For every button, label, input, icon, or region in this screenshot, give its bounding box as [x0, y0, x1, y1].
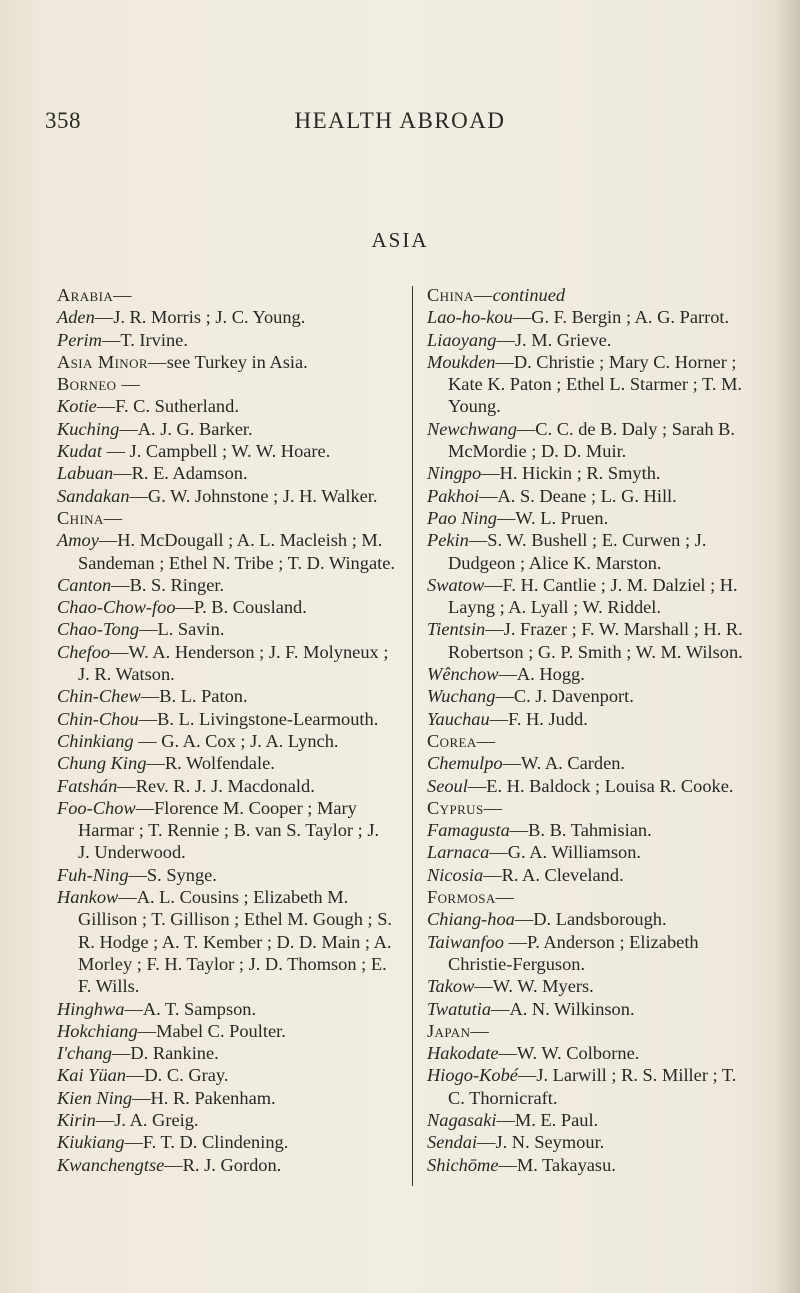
- practitioner-names: —D. C. Gray.: [125, 1065, 229, 1086]
- region-name: Japan—: [427, 1020, 490, 1041]
- practitioner-names: —C. C. de B. Daly ; Sarah B. McMordie ; D. D. Muir.: [448, 418, 736, 462]
- place-entry: [57, 730, 395, 752]
- place-name: Chung King: [57, 753, 147, 774]
- region-name: Formosa—: [427, 887, 515, 908]
- practitioner-names: — J. Campbell ; W. W. Hoare.: [101, 441, 331, 462]
- practitioner-names: —C. J. Davenport.: [495, 686, 634, 707]
- page-number: 358: [45, 108, 81, 133]
- place-entry: [427, 1064, 757, 1109]
- place-entry: [427, 618, 757, 663]
- practitioner-names: —A. Hogg.: [498, 664, 585, 685]
- place-entry: [427, 485, 757, 507]
- place-name: Pekin: [427, 530, 469, 551]
- place-name: Sandakan: [57, 485, 130, 506]
- place-name: Taiwanfoo: [427, 931, 505, 952]
- practitioner-names: —J. N. Seymour.: [477, 1132, 605, 1153]
- place-name: Liaoyang: [427, 329, 497, 350]
- practitioner-names: —P. Anderson ; Elizabeth Christie-Ferguson.: [448, 931, 699, 974]
- region-heading: [427, 284, 757, 306]
- place-entry: [57, 618, 395, 640]
- place-entry: [427, 1042, 757, 1064]
- practitioner-names: —B. L. Paton.: [140, 686, 248, 707]
- place-entry: [57, 306, 395, 328]
- place-name: Pao Ning: [427, 507, 497, 528]
- region-heading: [427, 797, 757, 819]
- region-heading: [57, 373, 395, 395]
- region-name: China—: [57, 507, 123, 528]
- place-entry: [57, 418, 395, 440]
- place-entry: [57, 1131, 395, 1153]
- practitioner-names: —B. B. Tahmisian.: [509, 820, 652, 841]
- place-entry: [57, 440, 395, 462]
- section-title: ASIA: [371, 228, 429, 252]
- place-entry: [427, 998, 757, 1020]
- place-name: Chemulpo: [427, 753, 503, 774]
- place-entry: [427, 1154, 757, 1176]
- place-entry: [57, 641, 395, 686]
- page-header: [0, 108, 800, 138]
- practitioner-names: —R. Wolfendale.: [146, 753, 275, 774]
- practitioner-names: —D. Rankine.: [112, 1043, 219, 1064]
- place-name: Chiang-hoa: [427, 909, 515, 930]
- place-name: Kuching: [57, 418, 120, 439]
- place-name: Kiukiang: [57, 1132, 125, 1153]
- place-entry: [427, 351, 757, 418]
- place-name: Chao-Tong: [57, 619, 140, 640]
- place-entry: [427, 306, 757, 328]
- place-entry: [57, 1042, 395, 1064]
- place-entry: [57, 1064, 395, 1086]
- place-entry: [57, 529, 395, 574]
- place-entry: [427, 775, 757, 797]
- place-name: Larnaca: [427, 842, 490, 863]
- place-entry: [427, 908, 757, 930]
- practitioner-names: —W. A. Henderson ; J. F. Molyneux ; J. R. Watson.: [78, 641, 389, 685]
- practitioner-names: —Mabel C. Poulter.: [137, 1020, 286, 1041]
- region-name: Corea—: [427, 730, 496, 751]
- practitioner-names: —W. L. Pruen.: [497, 507, 609, 528]
- place-name: Fuh-Ning: [57, 864, 129, 885]
- place-name: Pakhoi: [427, 485, 480, 506]
- practitioner-names: —A. S. Deane ; L. G. Hill.: [479, 485, 677, 506]
- column-divider: [412, 286, 413, 1186]
- place-name: I'chang: [57, 1043, 113, 1064]
- place-name: Kudat: [57, 441, 102, 462]
- place-entry: [427, 462, 757, 484]
- practitioner-names: —J. A. Greig.: [95, 1109, 199, 1130]
- region-heading: [427, 1020, 757, 1042]
- running-head: HEALTH ABROAD: [294, 108, 506, 133]
- place-entry: [427, 841, 757, 863]
- place-name: Perim: [57, 329, 102, 350]
- practitioner-names: —G. A. Williamson.: [489, 842, 642, 863]
- practitioner-names: —L. Savin.: [139, 619, 225, 640]
- place-name: Seoul: [427, 775, 468, 796]
- practitioner-names: —G. W. Johnstone ; J. H. Walker.: [129, 485, 378, 506]
- practitioner-names: —M. Takayasu.: [498, 1154, 616, 1175]
- place-name: Aden: [57, 307, 95, 328]
- practitioner-names: —E. H. Baldock ; Louisa R. Cooke.: [467, 775, 734, 796]
- place-entry: [427, 975, 757, 997]
- practitioner-names: —W. W. Colborne.: [498, 1043, 640, 1064]
- region-heading: [57, 507, 395, 529]
- place-name: Foo-Chow: [57, 797, 136, 818]
- place-name: Hankow: [57, 887, 119, 908]
- page-edge-shadow: [774, 0, 800, 1293]
- place-entry: [57, 596, 395, 618]
- place-name: Tientsin: [427, 619, 486, 640]
- place-entry: [57, 462, 395, 484]
- place-name: Wuchang: [427, 686, 496, 707]
- place-name: Nicosia: [427, 864, 484, 885]
- place-entry: [57, 485, 395, 507]
- region-heading: [57, 284, 395, 306]
- place-name: Chefoo: [57, 641, 111, 662]
- place-entry: [427, 1131, 757, 1153]
- place-entry: [427, 329, 757, 351]
- place-name: Kotie: [57, 396, 97, 417]
- place-entry: [57, 998, 395, 1020]
- place-entry: [57, 1154, 395, 1176]
- practitioner-names: —S. W. Bushell ; E. Curwen ; J. Dudgeon ; Alice K. Marston.: [448, 530, 707, 573]
- cross-reference: see Turkey in Asia.: [166, 351, 308, 372]
- place-entry: [57, 775, 395, 797]
- region-name: Asia Minor—: [57, 351, 167, 372]
- practitioner-names: —D. Christie ; Mary C. Horner ; Kate K. Paton ; Ethel L. Starmer ; T. M. Young.: [448, 351, 743, 417]
- practitioner-names: —B. L. Livingstone-Learmouth.: [138, 708, 379, 729]
- place-name: Moukden: [427, 351, 496, 372]
- place-entry: [427, 663, 757, 685]
- place-name: Hokchiang: [57, 1020, 138, 1041]
- practitioner-names: —R. E. Adamson.: [113, 463, 248, 484]
- place-entry: [57, 1087, 395, 1109]
- place-name: Hakodate: [427, 1043, 499, 1064]
- practitioner-names: —G. F. Bergin ; A. G. Parrot.: [512, 307, 730, 328]
- practitioner-names: —Rev. R. J. J. Macdonald.: [117, 775, 315, 796]
- place-name: Famagusta: [427, 820, 510, 841]
- continued-label: continued: [492, 285, 566, 305]
- place-name: Lao-ho-kou: [427, 307, 513, 328]
- practitioner-names: —D. Landsborough.: [514, 909, 667, 930]
- region-heading: [57, 351, 395, 373]
- place-name: Kien Ning: [57, 1087, 133, 1108]
- place-entry: [427, 574, 757, 619]
- practitioner-names: —B. S. Ringer.: [111, 574, 225, 595]
- practitioner-names: —W. W. Myers.: [474, 976, 594, 997]
- practitioner-names: —A. L. Cousins ; Elizabeth M. Gillison ; T. Gillison ; Ethel M. Gough ; S. R. Hodge ; A. T. Kember ; D. D. Main ; A. Morley ; F. H. Taylor ; J. D. Thomson ; E. F. Wills.: [78, 887, 393, 997]
- place-name: Chinkiang: [57, 730, 134, 751]
- practitioner-names: —M. E. Paul.: [496, 1109, 599, 1130]
- place-entry: [57, 329, 395, 351]
- region-heading: [427, 730, 757, 752]
- practitioner-names: —R. J. Gordon.: [164, 1154, 282, 1175]
- place-name: Hinghwa: [57, 998, 125, 1019]
- right-column: [427, 284, 757, 1176]
- place-name: Amoy: [57, 530, 99, 551]
- region-heading: [427, 886, 757, 908]
- place-entry: [427, 418, 757, 463]
- practitioner-names: —F. H. Judd.: [489, 708, 588, 729]
- place-name: Twatutia: [427, 998, 492, 1019]
- practitioner-names: —J. Larwill ; R. S. Miller ; T. C. Thornicraft.: [448, 1065, 737, 1108]
- practitioner-names: —A. T. Sampson.: [124, 998, 257, 1019]
- place-entry: [427, 708, 757, 730]
- place-name: Labuan: [57, 463, 114, 484]
- place-name: Ningpo: [427, 463, 482, 484]
- region-name: Arabia—: [57, 285, 132, 305]
- practitioner-names: —J. M. Grieve.: [496, 329, 612, 350]
- practitioner-names: —H. McDougall ; A. L. Macleish ; M. Sandeman ; Ethel N. Tribe ; T. D. Wingate.: [78, 530, 395, 573]
- place-name: Shichōme: [427, 1154, 499, 1175]
- place-name: Takow: [427, 976, 475, 997]
- place-entry: [57, 752, 395, 774]
- place-name: Chin-Chew: [57, 686, 141, 707]
- place-entry: [427, 752, 757, 774]
- place-name: Hiogo-Kobé: [427, 1065, 518, 1086]
- practitioner-names: —P. B. Cousland.: [175, 597, 307, 618]
- place-name: Yauchau: [427, 708, 490, 729]
- place-entry: [427, 685, 757, 707]
- place-name: Nagasaki: [427, 1109, 497, 1130]
- place-entry: [57, 708, 395, 730]
- practitioner-names: —A. J. G. Barker.: [119, 418, 253, 439]
- place-entry: [57, 395, 395, 417]
- place-name: Kai Yüan: [57, 1065, 126, 1086]
- place-name: Sendai: [427, 1132, 478, 1153]
- place-name: Chao-Chow-foo: [57, 597, 176, 618]
- place-entry: [57, 574, 395, 596]
- practitioner-names: —J. Frazer ; F. W. Marshall ; H. R. Robertson ; G. P. Smith ; W. M. Wilson.: [448, 619, 743, 662]
- left-column: [57, 284, 395, 1176]
- practitioner-names: —J. R. Morris ; J. C. Young.: [94, 307, 306, 328]
- practitioner-names: —R. A. Cleveland.: [483, 864, 624, 885]
- practitioner-names: —T. Irvine.: [101, 329, 188, 350]
- place-entry: [57, 1109, 395, 1131]
- practitioner-names: — G. A. Cox ; J. A. Lynch.: [133, 730, 339, 751]
- place-name: Kirin: [57, 1109, 96, 1130]
- practitioner-names: —F. C. Sutherland.: [96, 396, 239, 417]
- place-name: Newchwang: [427, 418, 517, 439]
- practitioner-names: —F. T. D. Clindening.: [124, 1132, 289, 1153]
- practitioner-names: —Florence M. Cooper ; Mary Harmar ; T. Rennie ; B. van S. Taylor ; J. J. Underwood.: [78, 797, 380, 863]
- place-entry: [57, 685, 395, 707]
- place-entry: [57, 797, 395, 864]
- region-name: Borneo —: [57, 374, 141, 395]
- practitioner-names: —W. A. Carden.: [502, 753, 626, 774]
- place-entry: [57, 1020, 395, 1042]
- practitioner-names: —H. Hickin ; R. Smyth.: [481, 463, 661, 484]
- practitioner-names: —A. N. Wilkinson.: [491, 998, 635, 1019]
- practitioner-names: —F. H. Cantlie ; J. M. Dalziel ; H. Layng ; A. Lyall ; W. Riddel.: [448, 574, 738, 618]
- place-entry: [57, 864, 395, 886]
- place-entry: [427, 864, 757, 886]
- place-entry: [57, 886, 395, 997]
- place-name: Swatow: [427, 574, 485, 595]
- place-name: Canton: [57, 574, 112, 595]
- practitioner-names: —S. Synge.: [128, 864, 217, 885]
- place-entry: [427, 931, 757, 976]
- place-entry: [427, 819, 757, 841]
- place-entry: [427, 529, 757, 574]
- practitioner-names: —H. R. Pakenham.: [132, 1087, 276, 1108]
- region-name: Cyprus—: [427, 797, 503, 818]
- place-entry: [427, 1109, 757, 1131]
- place-name: Chin-Chou: [57, 708, 139, 729]
- place-entry: [427, 507, 757, 529]
- place-name: Wênchow: [427, 664, 499, 685]
- region-name: China—: [427, 285, 493, 305]
- place-name: Fatshán: [57, 775, 118, 796]
- place-name: Kwanchengtse: [57, 1154, 165, 1175]
